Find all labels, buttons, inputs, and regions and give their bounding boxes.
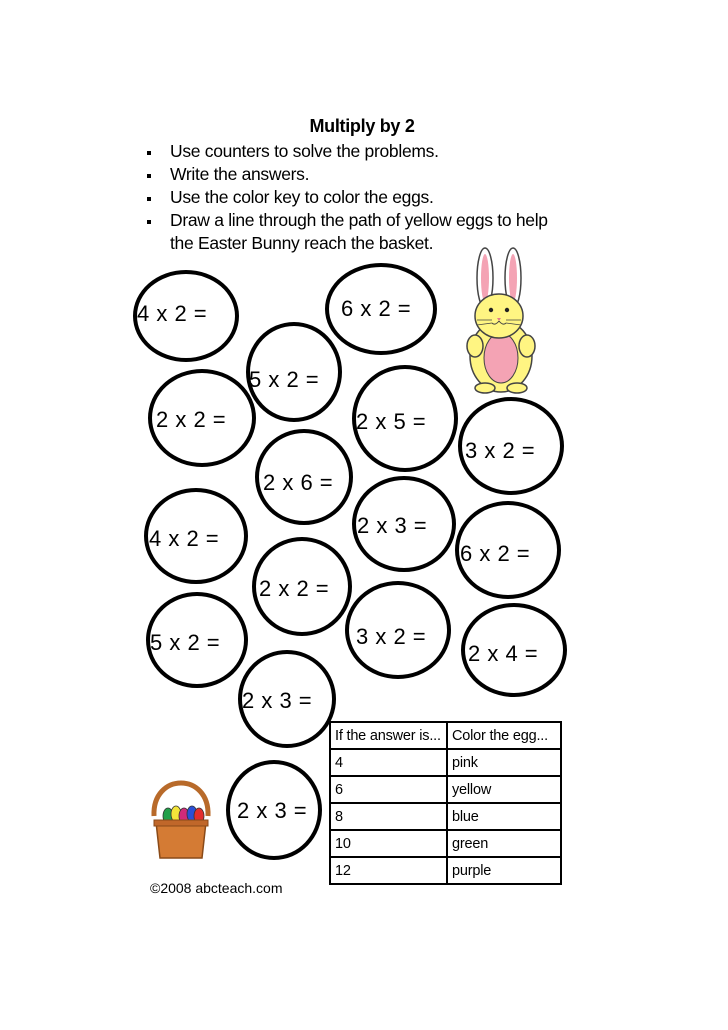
easter-basket-icon xyxy=(150,758,212,860)
column-header: If the answer is... xyxy=(330,722,447,749)
egg-problem: 4 x 2 = xyxy=(137,301,208,326)
egg-problem: 5 x 2 = xyxy=(150,630,221,655)
table-row xyxy=(330,749,561,776)
answer-cell: 8 xyxy=(330,803,447,830)
instruction-item: Draw a line through the path of yellow eggs to help the Easter Bunny reach the basket. xyxy=(145,209,565,255)
egg-problem: 2 x 5 = xyxy=(356,409,427,434)
instruction-item: Use the color key to color the eggs. xyxy=(145,186,565,209)
instruction-item: Write the answers. xyxy=(145,163,565,186)
color-key-table xyxy=(329,721,562,885)
egg-problem: 3 x 2 = xyxy=(356,624,427,649)
egg-problem: 2 x 6 = xyxy=(263,470,334,495)
color-cell: purple xyxy=(447,857,561,884)
color-cell: blue xyxy=(447,803,561,830)
table-row xyxy=(330,776,561,803)
answer-cell: 4 xyxy=(330,749,447,776)
instruction-item: Use counters to solve the problems. xyxy=(145,140,565,163)
answer-cell: 6 xyxy=(330,776,447,803)
egg-problem: 2 x 3 = xyxy=(237,798,308,823)
answer-cell: 10 xyxy=(330,830,447,857)
table-row xyxy=(330,830,561,857)
color-cell: pink xyxy=(447,749,561,776)
egg-problem: 5 x 2 = xyxy=(249,367,320,392)
egg-problem: 3 x 2 = xyxy=(465,438,536,463)
table-header-row xyxy=(330,722,561,749)
instructions-list xyxy=(145,140,565,255)
egg-problem: 2 x 2 = xyxy=(259,576,330,601)
egg-problem: 2 x 2 = xyxy=(156,407,227,432)
table-row xyxy=(330,803,561,830)
egg-problem: 4 x 2 = xyxy=(149,526,220,551)
page-title: Multiply by 2 xyxy=(309,116,415,136)
table-row xyxy=(330,857,561,884)
egg-problem: 2 x 3 = xyxy=(242,688,313,713)
bunny-icon xyxy=(465,246,545,394)
answer-cell: 12 xyxy=(330,857,447,884)
color-cell: green xyxy=(447,830,561,857)
copyright-notice: ©2008 abcteach.com xyxy=(150,880,283,896)
color-cell: yellow xyxy=(447,776,561,803)
egg-problem: 2 x 3 = xyxy=(357,513,428,538)
egg-problem: 6 x 2 = xyxy=(460,541,531,566)
column-header: Color the egg... xyxy=(447,722,561,749)
egg-problem: 2 x 4 = xyxy=(468,641,539,666)
egg-problem: 6 x 2 = xyxy=(341,296,412,321)
